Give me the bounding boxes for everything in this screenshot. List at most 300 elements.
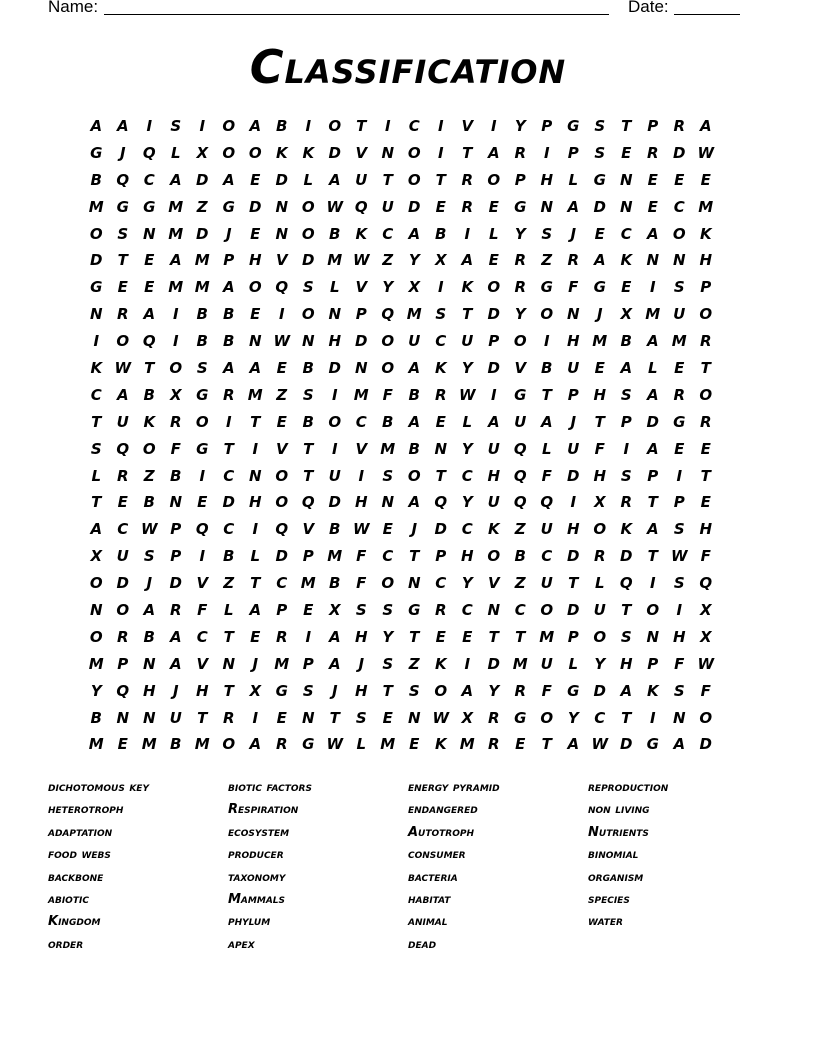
- grid-letter[interactable]: T: [568, 574, 579, 593]
- grid-letter[interactable]: S: [673, 278, 685, 297]
- grid-letter[interactable]: O: [699, 708, 713, 727]
- grid-letter[interactable]: Z: [382, 251, 394, 270]
- grid-letter[interactable]: O: [116, 332, 130, 351]
- grid-letter[interactable]: T: [462, 305, 473, 324]
- grid-letter[interactable]: C: [461, 601, 473, 620]
- grid-letter[interactable]: E: [700, 170, 711, 189]
- grid-letter[interactable]: O: [381, 574, 395, 593]
- grid-letter[interactable]: B: [223, 305, 235, 324]
- grid-letter[interactable]: I: [676, 601, 683, 620]
- grid-letter[interactable]: B: [329, 574, 341, 593]
- grid-letter[interactable]: Q: [142, 332, 156, 351]
- grid-letter[interactable]: E: [594, 359, 605, 378]
- grid-letter[interactable]: K: [275, 143, 288, 162]
- grid-letter[interactable]: V: [275, 439, 288, 458]
- grid-letter[interactable]: W: [326, 197, 344, 216]
- grid-letter[interactable]: J: [358, 654, 365, 673]
- grid-letter[interactable]: N: [407, 574, 421, 593]
- grid-letter[interactable]: C: [223, 466, 235, 485]
- grid-letter[interactable]: J: [570, 412, 577, 431]
- grid-letter[interactable]: C: [594, 708, 606, 727]
- grid-letter[interactable]: O: [407, 170, 421, 189]
- grid-letter[interactable]: F: [674, 654, 685, 673]
- grid-letter[interactable]: R: [116, 305, 129, 324]
- grid-letter[interactable]: A: [567, 735, 580, 754]
- grid-letter[interactable]: D: [567, 466, 580, 485]
- grid-letter[interactable]: O: [222, 117, 236, 135]
- grid-letter[interactable]: R: [116, 466, 129, 485]
- grid-letter[interactable]: D: [355, 332, 368, 351]
- grid-letter[interactable]: U: [169, 708, 182, 727]
- grid-letter[interactable]: C: [408, 117, 420, 135]
- grid-letter[interactable]: M: [406, 305, 422, 324]
- grid-letter[interactable]: Y: [567, 708, 579, 727]
- grid-letter[interactable]: U: [381, 197, 394, 216]
- grid-letter[interactable]: A: [461, 681, 474, 700]
- grid-letter[interactable]: A: [90, 520, 103, 539]
- grid-letter[interactable]: S: [170, 117, 182, 135]
- grid-letter[interactable]: A: [249, 117, 262, 135]
- grid-letter[interactable]: U: [673, 305, 686, 324]
- grid-letter[interactable]: B: [435, 224, 447, 243]
- grid-letter[interactable]: Z: [223, 574, 235, 593]
- grid-letter[interactable]: S: [673, 574, 685, 593]
- grid-letter[interactable]: F: [356, 547, 367, 566]
- grid-letter[interactable]: T: [144, 359, 155, 378]
- grid-letter[interactable]: E: [303, 601, 314, 620]
- grid-letter[interactable]: T: [621, 601, 632, 620]
- grid-letter[interactable]: R: [567, 251, 580, 270]
- grid-letter[interactable]: G: [593, 278, 606, 297]
- grid-letter[interactable]: S: [382, 654, 394, 673]
- grid-letter[interactable]: A: [328, 627, 341, 646]
- grid-letter[interactable]: H: [328, 332, 342, 351]
- grid-letter[interactable]: M: [380, 439, 396, 458]
- grid-letter[interactable]: Y: [461, 359, 473, 378]
- grid-letter[interactable]: X: [434, 251, 447, 270]
- grid-letter[interactable]: N: [619, 170, 633, 189]
- grid-letter[interactable]: E: [250, 224, 261, 243]
- grid-letter[interactable]: A: [699, 117, 712, 135]
- grid-letter[interactable]: B: [170, 466, 182, 485]
- grid-letter[interactable]: V: [196, 654, 209, 673]
- grid-letter[interactable]: A: [116, 117, 129, 135]
- grid-letter[interactable]: M: [645, 305, 661, 324]
- grid-letter[interactable]: L: [250, 547, 261, 566]
- grid-letter[interactable]: P: [488, 332, 500, 351]
- grid-letter[interactable]: G: [567, 117, 580, 135]
- grid-letter[interactable]: N: [434, 439, 448, 458]
- grid-letter[interactable]: N: [275, 224, 289, 243]
- grid-letter[interactable]: A: [620, 681, 633, 700]
- grid-letter[interactable]: T: [409, 547, 420, 566]
- grid-letter[interactable]: U: [116, 547, 129, 566]
- grid-letter[interactable]: L: [647, 359, 658, 378]
- grid-letter[interactable]: I: [649, 708, 656, 727]
- grid-letter[interactable]: H: [699, 520, 713, 539]
- grid-letter[interactable]: S: [620, 385, 632, 404]
- grid-letter[interactable]: P: [170, 547, 182, 566]
- grid-letter[interactable]: N: [142, 654, 156, 673]
- grid-letter[interactable]: A: [169, 170, 182, 189]
- grid-letter[interactable]: T: [594, 412, 605, 431]
- grid-letter[interactable]: N: [328, 305, 342, 324]
- grid-letter[interactable]: E: [117, 493, 128, 512]
- grid-letter[interactable]: G: [90, 278, 103, 297]
- grid-letter[interactable]: N: [646, 627, 660, 646]
- grid-letter[interactable]: O: [646, 601, 660, 620]
- grid-letter[interactable]: C: [461, 520, 473, 539]
- grid-letter[interactable]: M: [459, 735, 475, 754]
- grid-letter[interactable]: V: [196, 574, 209, 593]
- grid-letter[interactable]: A: [222, 170, 235, 189]
- grid-letter[interactable]: G: [222, 197, 235, 216]
- grid-letter[interactable]: S: [382, 601, 394, 620]
- grid-letter[interactable]: Y: [90, 681, 102, 700]
- grid-letter[interactable]: N: [354, 359, 368, 378]
- grid-letter[interactable]: C: [196, 627, 208, 646]
- grid-letter[interactable]: S: [143, 547, 155, 566]
- grid-letter[interactable]: D: [90, 251, 103, 270]
- grid-letter[interactable]: U: [567, 359, 580, 378]
- grid-letter[interactable]: F: [356, 574, 367, 593]
- grid-letter[interactable]: A: [222, 278, 235, 297]
- grid-letter[interactable]: Q: [513, 493, 527, 512]
- grid-letter[interactable]: D: [328, 493, 341, 512]
- grid-letter[interactable]: T: [435, 170, 446, 189]
- grid-letter[interactable]: T: [382, 170, 393, 189]
- grid-letter[interactable]: I: [437, 143, 444, 162]
- grid-letter[interactable]: W: [591, 735, 609, 754]
- grid-letter[interactable]: X: [408, 278, 421, 297]
- grid-letter[interactable]: A: [646, 224, 659, 243]
- grid-letter[interactable]: A: [593, 251, 606, 270]
- grid-letter[interactable]: M: [512, 654, 528, 673]
- grid-letter[interactable]: L: [329, 278, 340, 297]
- grid-letter[interactable]: I: [199, 547, 206, 566]
- grid-letter[interactable]: E: [409, 735, 420, 754]
- grid-letter[interactable]: T: [117, 251, 128, 270]
- grid-letter[interactable]: M: [380, 735, 396, 754]
- grid-letter[interactable]: E: [117, 278, 128, 297]
- grid-letter[interactable]: I: [331, 385, 338, 404]
- grid-letter[interactable]: E: [382, 708, 393, 727]
- grid-letter[interactable]: H: [566, 520, 580, 539]
- grid-letter[interactable]: X: [169, 385, 182, 404]
- grid-letter[interactable]: B: [143, 493, 155, 512]
- grid-letter[interactable]: E: [488, 197, 499, 216]
- grid-letter[interactable]: F: [700, 681, 711, 700]
- grid-letter[interactable]: Q: [540, 493, 554, 512]
- grid-letter[interactable]: A: [461, 251, 474, 270]
- grid-letter[interactable]: E: [117, 735, 128, 754]
- grid-letter[interactable]: E: [435, 197, 446, 216]
- grid-letter[interactable]: K: [355, 224, 368, 243]
- grid-letter[interactable]: O: [89, 574, 103, 593]
- grid-letter[interactable]: K: [434, 654, 447, 673]
- grid-letter[interactable]: P: [117, 654, 129, 673]
- grid-letter[interactable]: P: [302, 654, 314, 673]
- grid-letter[interactable]: O: [540, 708, 554, 727]
- grid-letter[interactable]: G: [302, 735, 315, 754]
- grid-letter[interactable]: I: [146, 117, 153, 135]
- grid-letter[interactable]: H: [460, 547, 474, 566]
- grid-letter[interactable]: U: [461, 332, 474, 351]
- grid-letter[interactable]: S: [382, 466, 394, 485]
- grid-letter[interactable]: R: [275, 627, 288, 646]
- grid-letter[interactable]: Y: [514, 224, 526, 243]
- grid-letter[interactable]: E: [674, 439, 685, 458]
- grid-letter[interactable]: A: [249, 359, 262, 378]
- grid-letter[interactable]: Q: [116, 170, 130, 189]
- grid-letter[interactable]: T: [621, 708, 632, 727]
- grid-letter[interactable]: Z: [514, 574, 526, 593]
- grid-letter[interactable]: R: [514, 143, 527, 162]
- grid-letter[interactable]: N: [301, 708, 315, 727]
- grid-letter[interactable]: X: [461, 708, 474, 727]
- grid-letter[interactable]: A: [408, 224, 421, 243]
- grid-letter[interactable]: T: [488, 627, 499, 646]
- grid-letter[interactable]: W: [352, 251, 370, 270]
- grid-letter[interactable]: I: [305, 117, 312, 135]
- grid-letter[interactable]: K: [90, 359, 103, 378]
- grid-letter[interactable]: B: [302, 412, 314, 431]
- grid-letter[interactable]: C: [620, 224, 632, 243]
- grid-letter[interactable]: H: [354, 493, 368, 512]
- grid-letter[interactable]: B: [223, 547, 235, 566]
- grid-letter[interactable]: J: [411, 520, 418, 539]
- grid-letter[interactable]: Q: [381, 305, 395, 324]
- grid-letter[interactable]: I: [358, 466, 365, 485]
- grid-letter[interactable]: Y: [461, 493, 473, 512]
- grid-letter[interactable]: N: [407, 708, 421, 727]
- grid-letter[interactable]: A: [408, 412, 421, 431]
- grid-letter[interactable]: Z: [143, 466, 155, 485]
- grid-letter[interactable]: G: [646, 735, 659, 754]
- grid-letter[interactable]: T: [329, 708, 340, 727]
- grid-letter[interactable]: S: [302, 681, 314, 700]
- grid-letter[interactable]: A: [249, 735, 262, 754]
- grid-letter[interactable]: B: [196, 332, 208, 351]
- grid-letter[interactable]: O: [434, 681, 448, 700]
- grid-letter[interactable]: E: [594, 224, 605, 243]
- grid-letter[interactable]: W: [352, 520, 370, 539]
- grid-letter[interactable]: T: [541, 385, 552, 404]
- grid-letter[interactable]: P: [567, 143, 579, 162]
- grid-letter[interactable]: T: [647, 493, 658, 512]
- grid-letter[interactable]: U: [540, 520, 553, 539]
- grid-letter[interactable]: N: [89, 601, 103, 620]
- grid-letter[interactable]: O: [407, 143, 421, 162]
- grid-letter[interactable]: I: [464, 654, 471, 673]
- grid-letter[interactable]: P: [700, 278, 712, 297]
- grid-letter[interactable]: O: [487, 278, 501, 297]
- grid-letter[interactable]: K: [699, 224, 712, 243]
- grid-letter[interactable]: V: [275, 251, 288, 270]
- grid-letter[interactable]: X: [328, 601, 341, 620]
- grid-letter[interactable]: G: [143, 197, 156, 216]
- grid-letter[interactable]: C: [435, 574, 447, 593]
- grid-letter[interactable]: D: [408, 197, 421, 216]
- grid-letter[interactable]: O: [169, 359, 183, 378]
- grid-letter[interactable]: R: [222, 385, 235, 404]
- grid-letter[interactable]: Q: [142, 143, 156, 162]
- grid-letter[interactable]: O: [381, 332, 395, 351]
- grid-letter[interactable]: D: [487, 305, 500, 324]
- grid-letter[interactable]: Y: [408, 251, 420, 270]
- grid-letter[interactable]: D: [487, 359, 500, 378]
- grid-letter[interactable]: B: [329, 224, 341, 243]
- grid-letter[interactable]: S: [673, 520, 685, 539]
- grid-letter[interactable]: G: [540, 278, 553, 297]
- grid-letter[interactable]: D: [249, 197, 262, 216]
- grid-letter[interactable]: I: [464, 224, 471, 243]
- grid-letter[interactable]: W: [273, 332, 291, 351]
- grid-letter[interactable]: X: [620, 305, 633, 324]
- grid-letter[interactable]: U: [540, 574, 553, 593]
- grid-letter[interactable]: I: [172, 305, 179, 324]
- grid-letter[interactable]: S: [594, 117, 606, 135]
- grid-letter[interactable]: O: [407, 466, 421, 485]
- grid-letter[interactable]: R: [222, 708, 235, 727]
- grid-letter[interactable]: V: [461, 117, 474, 135]
- grid-letter[interactable]: B: [302, 359, 314, 378]
- grid-letter[interactable]: O: [540, 305, 554, 324]
- grid-letter[interactable]: H: [354, 627, 368, 646]
- grid-letter[interactable]: G: [408, 601, 421, 620]
- grid-letter[interactable]: N: [381, 493, 395, 512]
- grid-letter[interactable]: R: [514, 278, 527, 297]
- grid-letter[interactable]: T: [647, 547, 658, 566]
- grid-letter[interactable]: Q: [619, 574, 633, 593]
- grid-letter[interactable]: C: [541, 547, 553, 566]
- grid-letter[interactable]: D: [116, 574, 129, 593]
- grid-letter[interactable]: G: [567, 681, 580, 700]
- grid-letter[interactable]: P: [276, 601, 288, 620]
- grid-letter[interactable]: L: [488, 224, 499, 243]
- grid-letter[interactable]: E: [144, 278, 155, 297]
- grid-letter[interactable]: A: [169, 627, 182, 646]
- grid-letter[interactable]: S: [594, 143, 606, 162]
- grid-letter[interactable]: R: [434, 385, 447, 404]
- grid-letter[interactable]: R: [593, 547, 606, 566]
- grid-letter[interactable]: A: [487, 412, 500, 431]
- grid-letter[interactable]: S: [196, 359, 208, 378]
- grid-letter[interactable]: N: [275, 197, 289, 216]
- grid-letter[interactable]: X: [699, 627, 712, 646]
- grid-letter[interactable]: N: [487, 601, 501, 620]
- grid-letter[interactable]: T: [223, 681, 234, 700]
- grid-letter[interactable]: X: [699, 601, 712, 620]
- grid-letter[interactable]: I: [172, 332, 179, 351]
- grid-letter[interactable]: B: [408, 385, 420, 404]
- grid-letter[interactable]: T: [250, 574, 261, 593]
- grid-letter[interactable]: G: [116, 197, 129, 216]
- grid-letter[interactable]: U: [567, 439, 580, 458]
- grid-letter[interactable]: A: [646, 332, 659, 351]
- grid-letter[interactable]: O: [116, 601, 130, 620]
- grid-letter[interactable]: K: [461, 278, 474, 297]
- grid-letter[interactable]: N: [540, 197, 554, 216]
- grid-letter[interactable]: O: [487, 170, 501, 189]
- grid-letter[interactable]: A: [620, 359, 633, 378]
- grid-letter[interactable]: D: [673, 143, 686, 162]
- grid-letter[interactable]: M: [88, 197, 104, 216]
- grid-letter[interactable]: T: [700, 466, 711, 485]
- grid-letter[interactable]: I: [199, 117, 206, 135]
- grid-letter[interactable]: L: [223, 601, 234, 620]
- grid-letter[interactable]: R: [699, 332, 712, 351]
- grid-letter[interactable]: V: [487, 574, 500, 593]
- grid-letter[interactable]: R: [116, 627, 129, 646]
- grid-letter[interactable]: M: [671, 332, 687, 351]
- grid-letter[interactable]: I: [649, 574, 656, 593]
- grid-letter[interactable]: Q: [434, 493, 448, 512]
- grid-letter[interactable]: E: [621, 278, 632, 297]
- grid-letter[interactable]: M: [353, 385, 369, 404]
- grid-letter[interactable]: T: [621, 117, 632, 135]
- grid-letter[interactable]: E: [647, 170, 658, 189]
- grid-letter[interactable]: O: [195, 412, 209, 431]
- grid-letter[interactable]: A: [408, 493, 421, 512]
- grid-letter[interactable]: E: [515, 735, 526, 754]
- grid-letter[interactable]: H: [248, 251, 262, 270]
- grid-letter[interactable]: O: [301, 197, 315, 216]
- grid-letter[interactable]: T: [91, 493, 102, 512]
- grid-letter[interactable]: T: [303, 439, 314, 458]
- grid-letter[interactable]: H: [248, 493, 262, 512]
- grid-letter[interactable]: E: [144, 251, 155, 270]
- grid-letter[interactable]: G: [514, 385, 527, 404]
- grid-letter[interactable]: D: [699, 735, 712, 754]
- grid-letter[interactable]: M: [539, 627, 555, 646]
- grid-letter[interactable]: K: [302, 143, 315, 162]
- grid-letter[interactable]: I: [93, 332, 100, 351]
- grid-letter[interactable]: S: [117, 224, 129, 243]
- grid-letter[interactable]: W: [326, 735, 344, 754]
- grid-letter[interactable]: H: [593, 466, 607, 485]
- grid-letter[interactable]: P: [647, 654, 659, 673]
- grid-letter[interactable]: P: [567, 385, 579, 404]
- grid-letter[interactable]: I: [331, 439, 338, 458]
- grid-letter[interactable]: R: [646, 143, 659, 162]
- grid-letter[interactable]: W: [697, 654, 715, 673]
- grid-letter[interactable]: A: [408, 359, 421, 378]
- grid-letter[interactable]: O: [540, 601, 554, 620]
- grid-letter[interactable]: H: [195, 681, 209, 700]
- grid-letter[interactable]: Q: [275, 520, 289, 539]
- grid-letter[interactable]: C: [382, 547, 394, 566]
- grid-letter[interactable]: E: [250, 305, 261, 324]
- grid-letter[interactable]: T: [462, 143, 473, 162]
- grid-letter[interactable]: A: [646, 520, 659, 539]
- grid-letter[interactable]: N: [672, 251, 686, 270]
- grid-letter[interactable]: Q: [513, 466, 527, 485]
- grid-letter[interactable]: V: [355, 278, 368, 297]
- grid-letter[interactable]: P: [620, 412, 632, 431]
- grid-letter[interactable]: E: [435, 627, 446, 646]
- grid-letter[interactable]: C: [90, 385, 102, 404]
- grid-letter[interactable]: U: [593, 601, 606, 620]
- grid-letter[interactable]: A: [673, 735, 686, 754]
- grid-letter[interactable]: N: [142, 708, 156, 727]
- grid-letter[interactable]: Y: [594, 654, 606, 673]
- grid-letter[interactable]: O: [275, 466, 289, 485]
- grid-letter[interactable]: I: [490, 385, 497, 404]
- grid-letter[interactable]: H: [672, 627, 686, 646]
- grid-letter[interactable]: A: [540, 412, 553, 431]
- grid-letter[interactable]: L: [541, 439, 552, 458]
